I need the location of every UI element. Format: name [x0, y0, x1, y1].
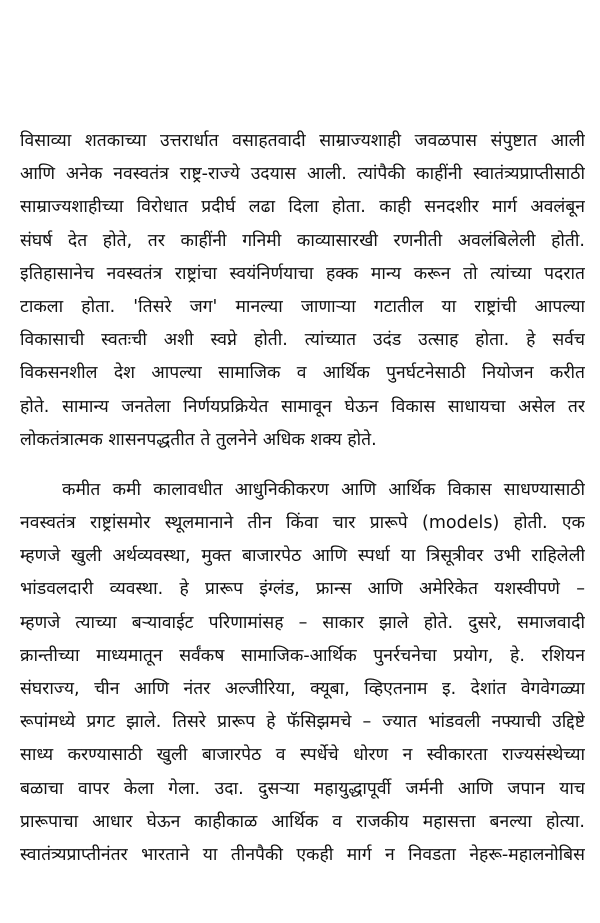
text-line: होते. सामान्य जनतेला निर्णयप्रक्रियेत सामावून घेऊन विकास साधायचा असेल तर — [20, 396, 585, 417]
text-line: क्रान्तीच्या माध्यमातून सर्वंकष सामाजिक-आर्थिक पुनर्रचनेचा प्रयोग, हे. रशियन — [20, 645, 585, 666]
text-line: नवस्वतंत्र राष्ट्रांसमोर स्थूलमानाने तीन किंवा चार प्रारूपे (models) होती. एक — [20, 513, 585, 534]
text-line: म्हणजे खुली अर्थव्यवस्था, मुक्त बाजारपेठ आणि स्पर्धा या त्रिसूत्रीवर उभी राहिलेली — [20, 546, 585, 567]
paragraph-1 — [20, 125, 585, 457]
paragraph-2 — [20, 474, 585, 872]
document-page — [20, 125, 585, 872]
text-line: विसाव्या शतकाच्या उत्तरार्धात वसाहतवादी साम्राज्यशाही जवळपास संपुष्टात आली — [20, 131, 585, 151]
text-line: टाकला होता. 'तिसरे जग' मानल्या जाणाऱ्या गटातील या राष्ट्रांची आपल्या — [20, 296, 585, 317]
text-line: बळाचा वापर केला गेला. उदा. दुसऱ्या महायुद्धापूर्वी जर्मनी आणि जपान याच — [20, 778, 585, 799]
text-line: रूपांमध्ये प्रगट झाले. तिसरे प्रारूप हे फॅसिझमचे – ज्यात भांडवली नफ्याची उद्दिष्टे — [20, 712, 585, 733]
text-line: प्रारूपाचा आधार घेऊन काहीकाळ आर्थिक व राजकीय महासत्ता बनल्या होत्या. — [20, 811, 585, 832]
text-line: लोकतंत्रात्मक शासनपद्धतीत ते तुलनेने अधिक शक्य होते. — [20, 429, 377, 450]
text-line: भांडवलदारी व्यवस्था. हे प्रारूप इंग्लंड, फ्रान्स आणि अमेरिकेत यशस्वीपणे – — [20, 579, 585, 600]
text-line: आणि अनेक नवस्वतंत्र राष्ट्र-राज्ये उदयास आली. त्यांपैकी काहींनी स्वातंत्र्यप्राप्तीसाठी — [20, 164, 585, 185]
text-line: स्वातंत्र्यप्राप्तीनंतर भारताने या तीनपैकी एकही मार्ग न निवडता नेहरू-महालनोबिस — [20, 844, 585, 865]
text-line: संघर्ष देत होते, तर काहींनी गनिमी काव्यासारखी रणनीती अवलंबिलेली होती. — [20, 230, 585, 251]
text-line: विकसनशील देश आपल्या सामाजिक व आर्थिक पुनर्घटनेसाठी नियोजन करीत — [20, 363, 585, 384]
text-line: कमीत कमी कालावधीत आधुनिकीकरण आणि आर्थिक विकास साधण्यासाठी — [62, 479, 585, 500]
paragraph-gap — [20, 457, 585, 474]
text-line: साध्य करण्यासाठी खुली बाजारपेठ व स्पर्धेचे धोरण न स्वीकारता राज्यसंस्थेच्या — [20, 745, 585, 766]
text-line: संघराज्य, चीन आणि नंतर अल्जीरिया, क्यूबा, व्हिएतनाम इ. देशांत वेगवेगळ्या — [20, 679, 585, 699]
text-line: इतिहासानेच नवस्वतंत्र राष्ट्रांचा स्वयंनिर्णयाचा हक्क मान्य करून तो त्यांच्या पदरात — [20, 263, 585, 284]
text-line: म्हणजे त्याच्या बऱ्यावाईट परिणामांसह – साकार झाले होते. दुसरे, समाजवादी — [20, 612, 585, 633]
text-line: साम्राज्यशाहीच्या विरोधात प्रदीर्घ लढा दिला होता. काही सनदशीर मार्ग अवलंबून — [20, 197, 585, 218]
text-line: विकासाची स्वतःची अशी स्वप्ने होती. त्यांच्यात उदंड उत्साह होता. हे सर्वच — [20, 330, 585, 351]
